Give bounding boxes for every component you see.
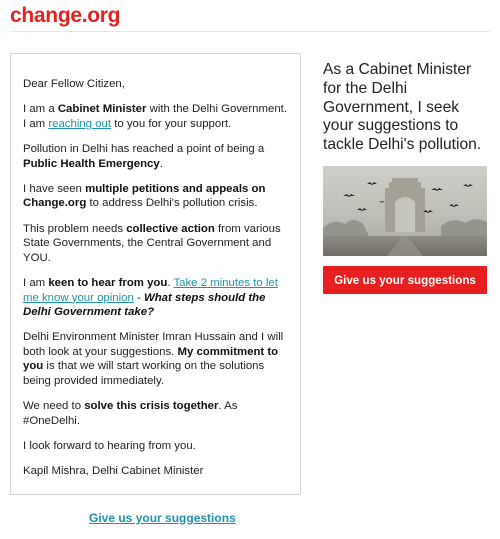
letter-paragraph-3: I have seen multiple petitions and appeals on Change.org to address Delhi's pollution crisis. — [23, 182, 266, 210]
sidebar-heading: As a Cabinet Minister for the Delhi Government, I seek your suggestions to tackle Delhi's pollution. — [323, 61, 482, 154]
letter-signature: Kapil Mishra, Delhi Cabinet Minister — [23, 465, 204, 478]
bottom-suggestions-link[interactable]: Give us your suggestions — [89, 511, 236, 525]
letter-paragraph-5: I am keen to hear from you. Take 2 minutes to let me know your opinion - What steps should the Delhi Government take? — [23, 276, 278, 319]
letter-paragraph-1: I am a Cabinet Minister with the Delhi Government. I am reaching out to you for your support. — [23, 103, 287, 130]
letter-paragraph-6: Delhi Environment Minister Imran Hussain and I will both look at your suggestions. My commitment to you is that we will start working on the solutions being provided immediately. — [23, 331, 284, 388]
letter-paragraph-2: Pollution in Delhi has reached a point of being a Public Health Emergency. — [23, 142, 265, 170]
header-divider — [10, 31, 490, 32]
letter-paragraph-8: I look forward to hearing from you. — [23, 440, 196, 453]
letter-paragraph-4: This problem needs collective action from various State Governments, the Central Government and YOU. — [23, 222, 281, 264]
opinion-link[interactable]: Take 2 minutes to let me know your opinion — [23, 276, 278, 304]
india-gate-smog-photo — [323, 166, 487, 256]
letter-card — [10, 53, 301, 495]
change-org-logo[interactable]: change.org — [10, 4, 121, 27]
letter-greeting: Dear Fellow Citizen, — [23, 78, 125, 90]
letter-paragraph-7: We need to solve this crisis together. As #OneDelhi. — [23, 400, 238, 427]
give-suggestions-button[interactable]: Give us your suggestions — [323, 266, 487, 294]
reaching-out-link[interactable]: reaching out — [48, 117, 112, 130]
